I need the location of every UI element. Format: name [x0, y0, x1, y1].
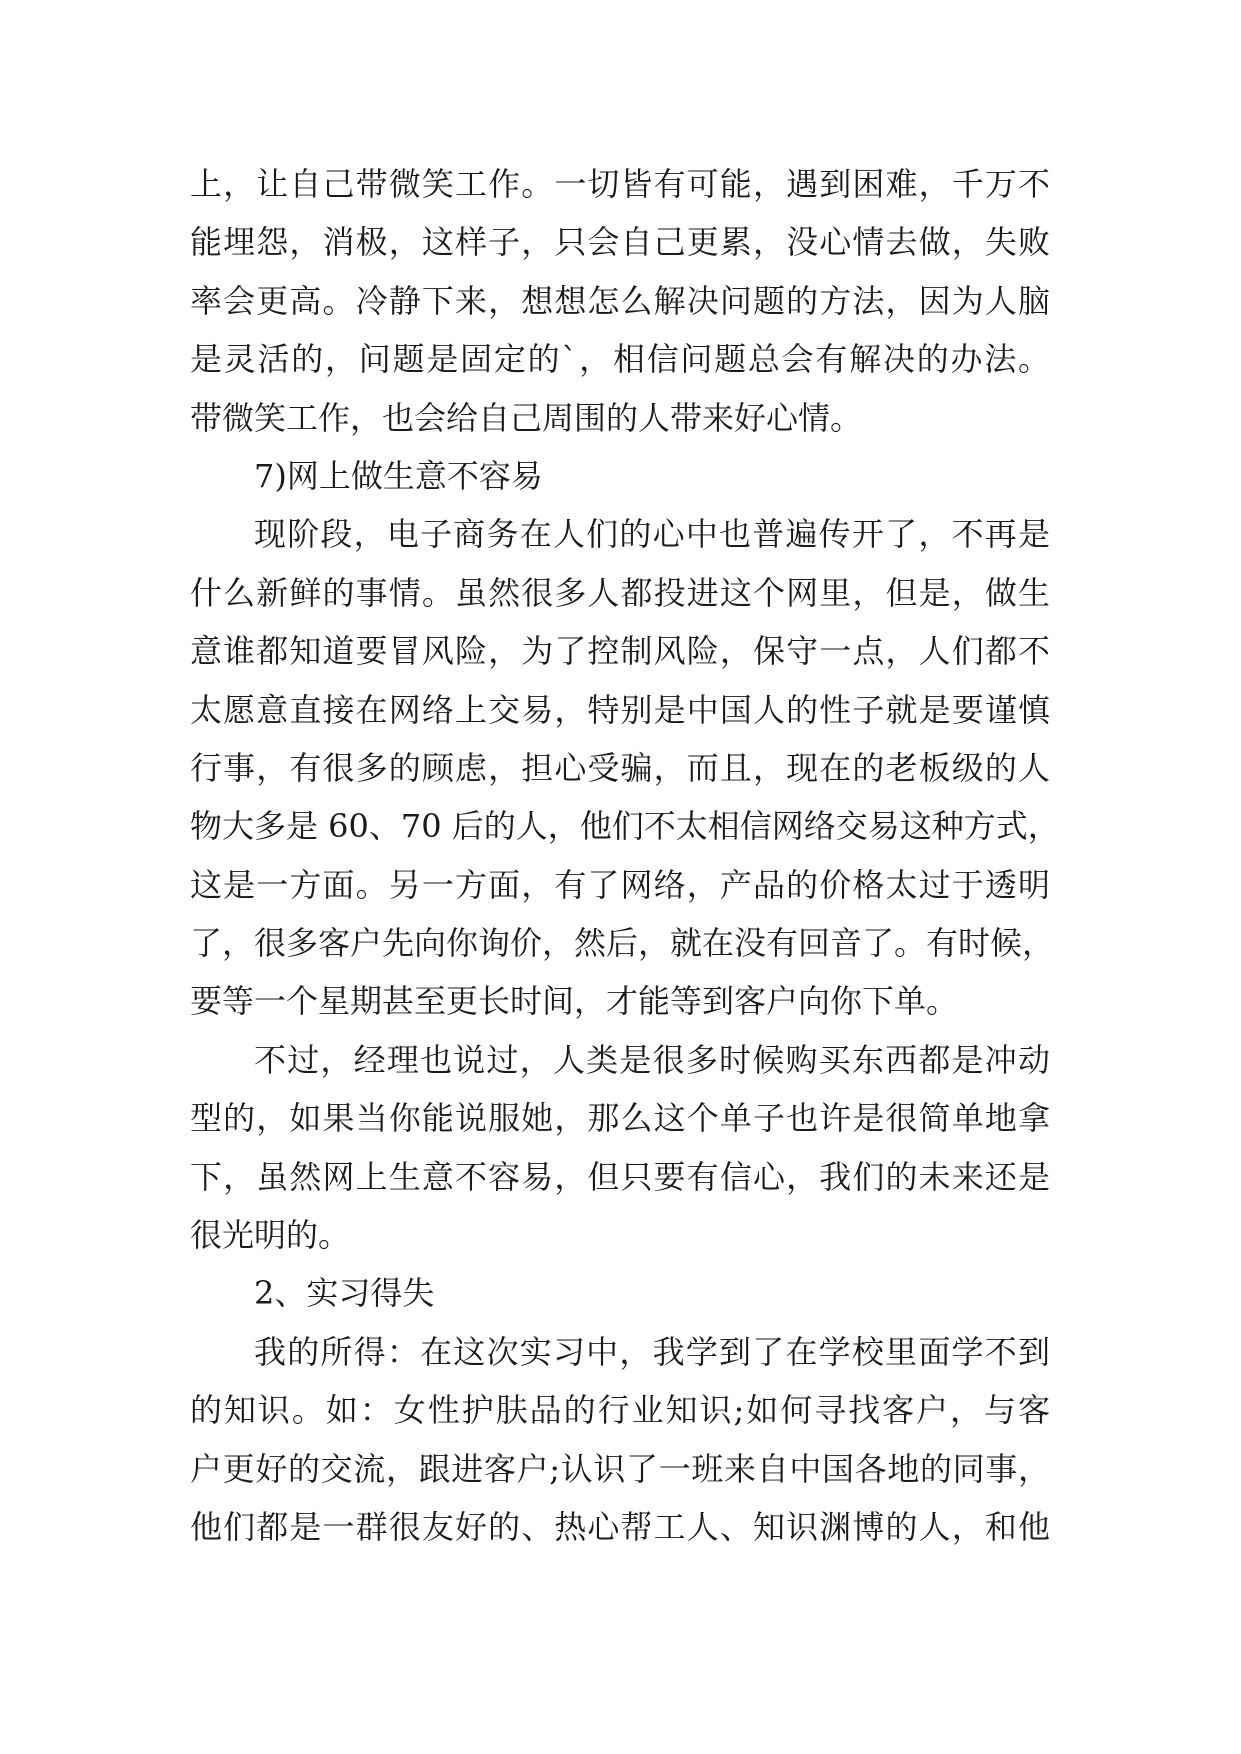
text-line: 现阶段，电子商务在人们的心中也普遍传开了，不再是 [254, 515, 1050, 554]
text-line: 不过，经理也说过，人类是很多时候购买东西都是冲动 [254, 1040, 1050, 1079]
text-line: 能埋怨，消极，这样子，只会自己更累，没心情去做，失败 [190, 223, 1050, 262]
text-line: 很光明的。 [190, 1216, 351, 1255]
text-line: 上，让自己带微笑工作。一切皆有可能，遇到困难，千万不 [190, 165, 1050, 203]
text-line: 要等一个星期甚至更长时间，才能等到客户向你下单。 [190, 982, 959, 1021]
text-line: 什么新鲜的事情。虽然很多人都投进这个网里，但是，做生 [190, 573, 1050, 612]
text-line: 行事，有很多的顾虑，担心受骗，而且，现在的老板级的人 [190, 748, 1050, 787]
body-text [190, 155, 1060, 1556]
text-line: 带微笑工作，也会给自己周围的人带来好心情。 [190, 398, 863, 437]
text-line: 7)网上做生意不容易 [254, 456, 543, 495]
text-line: 型的，如果当你能说服她，那么这个单子也许是很简单地拿 [190, 1099, 1050, 1138]
text-line: 下，虽然网上生意不容易，但只要有信心，我们的未来还是 [190, 1157, 1050, 1196]
text-line: 物大多是 60、70 后的人，他们不太相信网络交易这种方式， [190, 807, 1060, 846]
text-line: 的知识。如：女性护肤品的行业知识;如何寻找客户，与客 [190, 1391, 1050, 1430]
text-line: 意谁都知道要冒风险，为了控制风险，保守一点，人们都不 [190, 632, 1050, 671]
text-line: 率会更高。冷静下来，想想怎么解决问题的方法，因为人脑 [190, 281, 1050, 320]
text-line: 了，很多客户先向你询价，然后，就在没有回音了。有时候， [190, 924, 1055, 963]
text-line: 2、实习得失 [254, 1274, 435, 1313]
text-line: 这是一方面。另一方面，有了网络，产品的价格太过于透明 [190, 865, 1050, 904]
text-line: 他们都是一群很友好的、热心帮工人、知识渊博的人，和他 [190, 1507, 1050, 1546]
text-line: 太愿意直接在网络上交易，特别是中国人的性子就是要谨慎 [190, 690, 1050, 729]
text-line: 我的所得：在这次实习中，我学到了在学校里面学不到 [254, 1332, 1050, 1371]
text-line: 户更好的交流，跟进客户;认识了一班来自中国各地的同事， [190, 1449, 1050, 1488]
text-line: 是灵活的，问题是固定的`，相信问题总会有解决的办法。 [190, 340, 1050, 379]
